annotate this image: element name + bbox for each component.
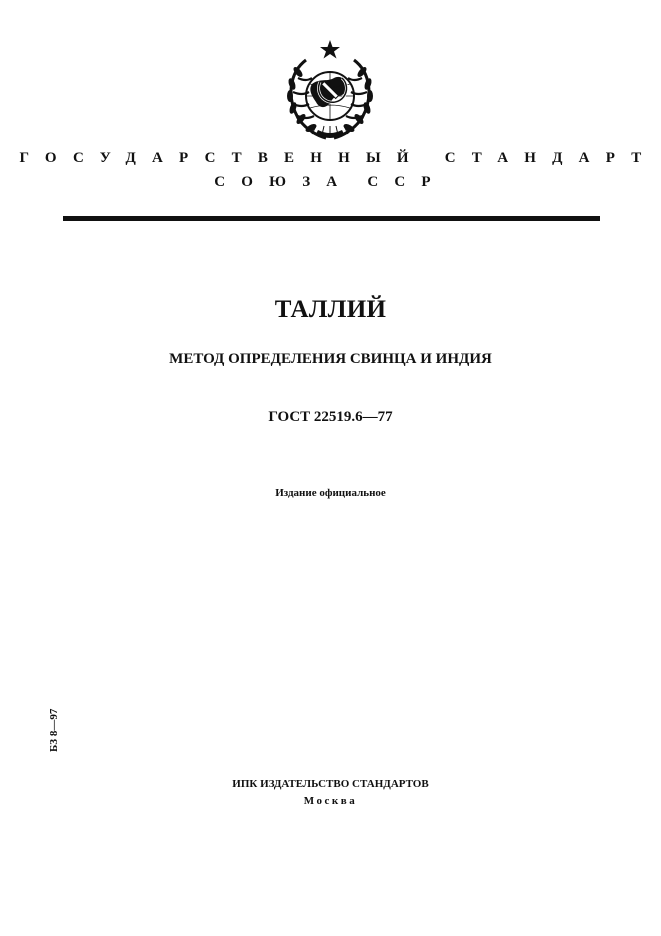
header-line-2 <box>0 174 661 191</box>
header-word-state: ГОСУДАРСТВЕННЫЙ <box>19 150 425 166</box>
side-code: БЗ 8—97 <box>48 708 60 752</box>
header-divider <box>63 216 600 221</box>
standard-number: ГОСТ 22519.6—77 <box>268 409 393 425</box>
header-word-standard: СТАНДАРТ <box>444 150 658 166</box>
header-word-union: СОЮЗА <box>214 174 354 190</box>
state-emblem-icon <box>276 38 384 142</box>
publisher-name: ИПК ИЗДАТЕЛЬСТВО СТАНДАРТОВ <box>232 778 429 790</box>
document-title: ТАЛЛИЙ <box>274 296 387 323</box>
header-line-1 <box>0 150 661 167</box>
publisher-city: Москва <box>303 795 358 807</box>
header-word-ussr: ССР <box>367 174 447 190</box>
document-subtitle: МЕТОД ОПРЕДЕЛЕНИЯ СВИНЦА И ИНДИЯ <box>169 351 492 367</box>
edition-note: Издание официальное <box>275 487 386 499</box>
